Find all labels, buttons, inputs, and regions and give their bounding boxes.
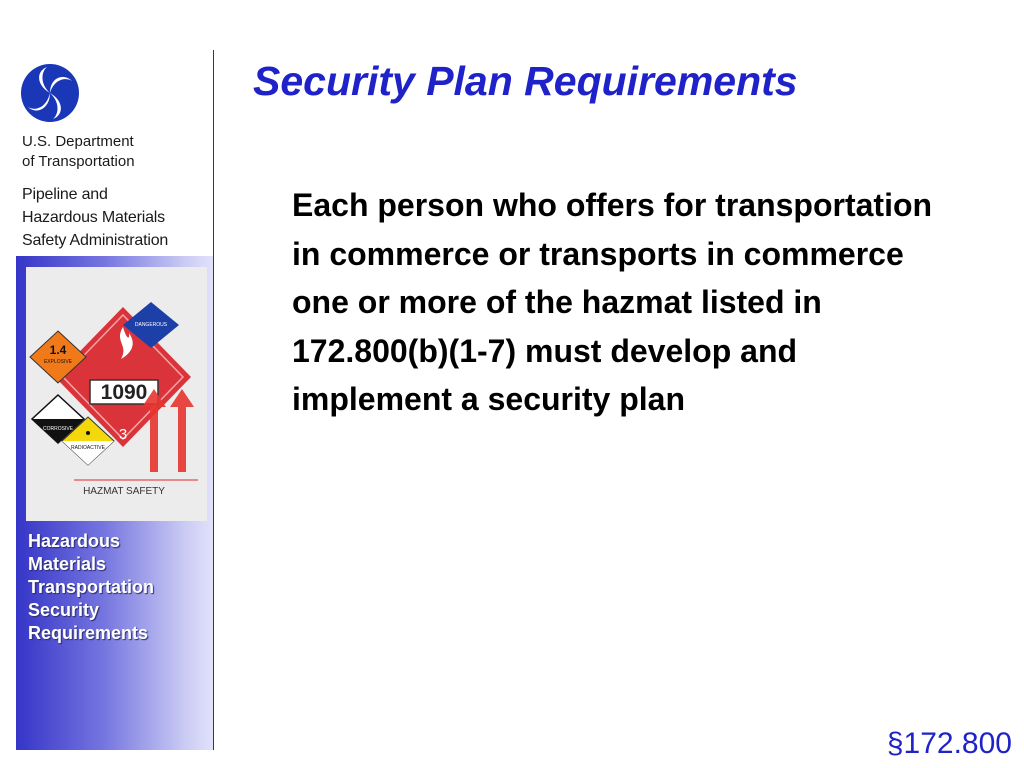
un-number: 1090 bbox=[100, 381, 148, 404]
administration-name bbox=[22, 183, 168, 252]
section-title-line: Security bbox=[28, 600, 100, 620]
section-title-line: Hazardous bbox=[28, 531, 121, 551]
dot-logo-icon bbox=[20, 63, 80, 123]
department-line: U.S. Department bbox=[22, 133, 134, 150]
administration-line: Pipeline and bbox=[22, 186, 108, 203]
hazmat-placards-illustration bbox=[26, 267, 207, 521]
section-title bbox=[28, 530, 154, 645]
regulation-citation: §172.800 bbox=[886, 727, 1012, 760]
flammable-class-number: 3 bbox=[118, 426, 128, 443]
radioactive-label: RADIOACTIVE bbox=[71, 445, 105, 451]
hazmat-placards-image bbox=[26, 267, 207, 521]
corrosive-label: CORROSIVE bbox=[42, 426, 74, 432]
department-line: of Transportation bbox=[22, 153, 135, 170]
administration-line: Hazardous Materials bbox=[22, 209, 165, 226]
slide-title: Security Plan Requirements bbox=[253, 58, 798, 104]
department-name bbox=[22, 132, 168, 172]
explosive-division: 1.4 bbox=[49, 343, 67, 357]
slide-body-text: Each person who offers for transportation in commerce or transports in commerce one or more of the hazmat listed in 172.800(b)(1-7) must develop and implement a security plan bbox=[292, 187, 933, 417]
section-title-line: Requirements bbox=[28, 623, 149, 643]
sidebar-divider-line bbox=[213, 50, 214, 750]
section-title-line: Transportation bbox=[28, 577, 155, 597]
explosive-label: EXPLOSIVE bbox=[43, 359, 73, 365]
dangerous-label: DANGEROUS bbox=[134, 322, 168, 328]
section-title-line: Materials bbox=[28, 554, 107, 574]
hazmat-caption: HAZMAT SAFETY bbox=[83, 486, 165, 497]
agency-name bbox=[22, 132, 168, 252]
administration-line: Safety Administration bbox=[22, 232, 169, 249]
